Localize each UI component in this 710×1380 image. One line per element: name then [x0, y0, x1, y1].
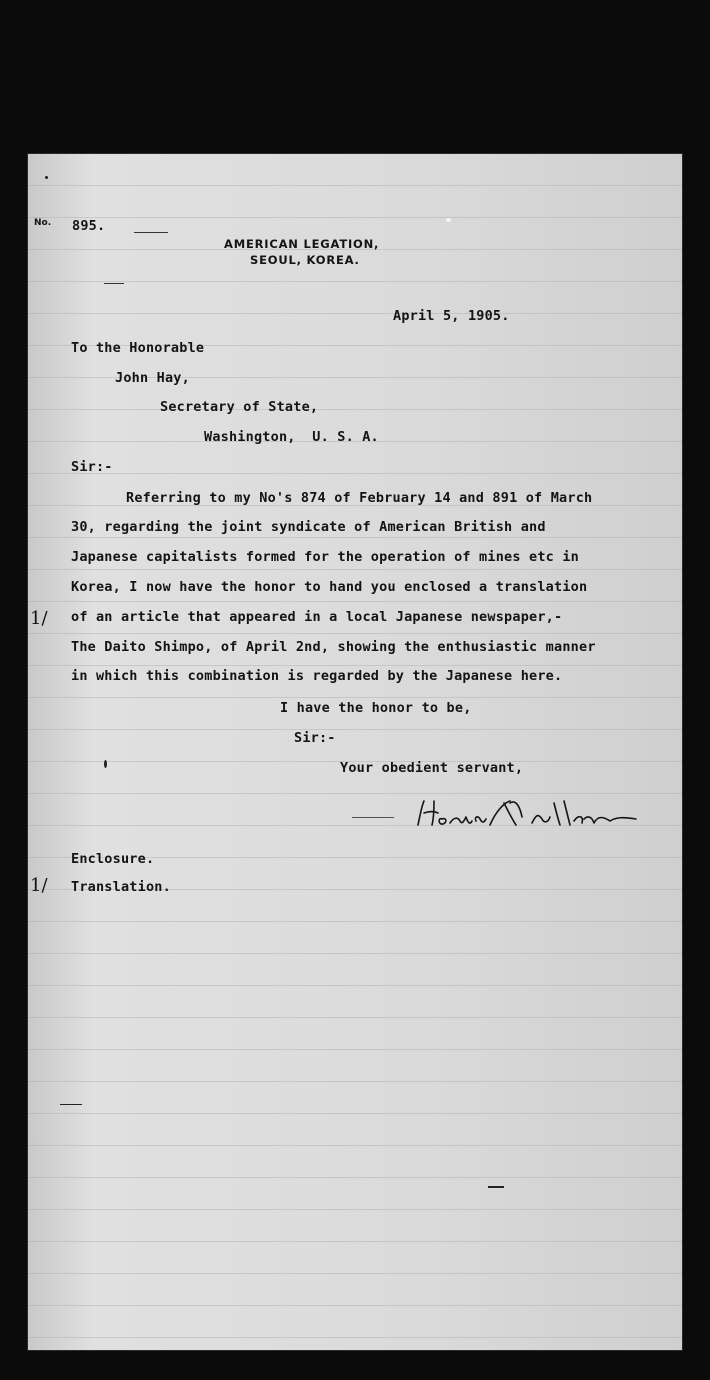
handwritten-signature — [412, 795, 652, 835]
scan-speck — [488, 1186, 504, 1188]
scan-speck — [45, 176, 48, 179]
address-line-2: John Hay, — [115, 370, 190, 386]
scan-speck — [60, 1104, 82, 1105]
closing-line-2: Sir:- — [294, 730, 336, 746]
body-line-4: Korea, I now have the honor to hand you enclosed a translation — [71, 579, 588, 595]
dispatch-number: 895. — [72, 218, 106, 234]
body-line-1: Referring to my No's 874 of February 14 and 891 of March — [126, 490, 593, 506]
salutation: Sir:- — [71, 459, 113, 475]
body-line-2: 30, regarding the joint syndicate of American British and — [71, 519, 546, 535]
body-line-5: of an article that appeared in a local Japanese newspaper,- — [71, 609, 563, 625]
address-line-1: To the Honorable — [71, 340, 205, 356]
margin-mark: 1/ — [30, 875, 48, 896]
enclosure-heading: Enclosure. — [71, 851, 155, 867]
number-label: No. — [34, 218, 52, 228]
letter-page — [28, 154, 682, 1350]
address-line-3: Secretary of State, — [160, 399, 319, 415]
body-line-6: The Daito Shimpo, of April 2nd, showing the enthusiastic manner — [71, 639, 596, 655]
scan-speck — [446, 218, 451, 222]
closing-line-3: Your obedient servant, — [340, 760, 524, 776]
underline-mark — [104, 283, 124, 284]
signature-dash — [352, 817, 394, 818]
body-line-7: in which this combination is regarded by the Japanese here. — [71, 668, 563, 684]
enclosure-item: Translation. — [71, 879, 171, 895]
margin-mark: 1/ — [30, 608, 48, 629]
letterhead-line-1: AMERICAN LEGATION, — [224, 237, 380, 251]
letter-date: April 5, 1905. — [393, 308, 510, 324]
closing-line-1: I have the honor to be, — [280, 700, 472, 716]
address-line-4: Washington, U. S. A. — [204, 429, 379, 445]
scan-speck — [104, 760, 107, 768]
letterhead-line-2: SEOUL, KOREA. — [250, 253, 360, 267]
underline-mark — [134, 232, 168, 233]
body-line-3: Japanese capitalists formed for the operation of mines etc in — [71, 549, 579, 565]
